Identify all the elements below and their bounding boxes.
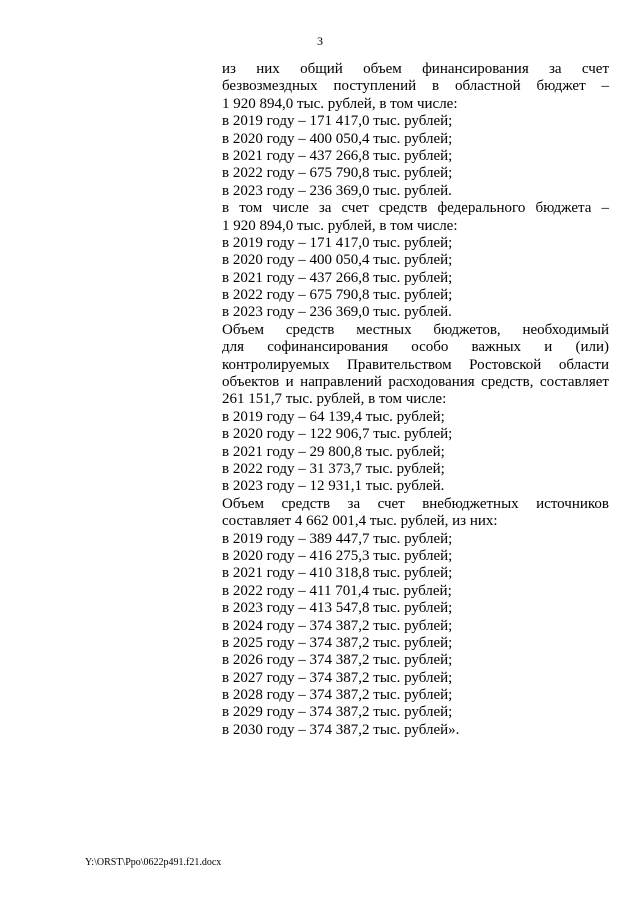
text-line: в 2029 году – 374 387,2 тыс. рублей; xyxy=(222,704,453,721)
text-line: в 2021 году – 437 266,8 тыс. рублей; xyxy=(222,269,453,286)
text-line: в 2023 году – 236 369,0 тыс. рублей. xyxy=(222,304,452,321)
text-line: в 2023 году – 12 931,1 тыс. рублей. xyxy=(222,478,445,495)
document-body xyxy=(222,61,609,739)
text-line: в 2020 году – 400 050,4 тыс. рублей; xyxy=(222,130,453,147)
text-line: в 2024 году – 374 387,2 тыс. рублей; xyxy=(222,617,453,634)
text-line: в 2030 году – 374 387,2 тыс. рублей». xyxy=(222,721,460,738)
text-line: в 2022 году – 675 790,8 тыс. рублей; xyxy=(222,287,453,304)
text-line: составляет 4 662 001,4 тыс. рублей, из них: xyxy=(222,513,498,530)
text-line: 261 151,7 тыс. рублей, в том числе: xyxy=(222,391,447,408)
text-line: в 2027 году – 374 387,2 тыс. рублей; xyxy=(222,669,453,686)
text-line: в 2028 году – 374 387,2 тыс. рублей; xyxy=(222,687,453,704)
text-line: в 2023 году – 236 369,0 тыс. рублей. xyxy=(222,182,452,199)
file-path-footer: Y:\ORST\Ppo\0622p491.f21.docx xyxy=(85,857,222,868)
text-line: 1 920 894,0 тыс. рублей, в том числе: xyxy=(222,95,458,112)
text-line: в 2022 году – 411 701,4 тыс. рублей; xyxy=(222,582,452,599)
text-line: 1 920 894,0 тыс. рублей, в том числе: xyxy=(222,217,458,234)
text-line: в 2025 году – 374 387,2 тыс. рублей; xyxy=(222,634,453,651)
text-line: в 2020 году – 416 275,3 тыс. рублей; xyxy=(222,547,453,564)
text-line: в 2019 году – 389 447,7 тыс. рублей; xyxy=(222,530,453,547)
text-line: в 2020 году – 122 906,7 тыс. рублей; xyxy=(222,426,453,443)
page-number: 3 xyxy=(317,34,323,48)
text-line: Объем средств местных бюджетов, необходимый xyxy=(222,321,609,338)
text-line: Объем средств за счет внебюджетных источников xyxy=(222,495,609,512)
text-line: в 2020 году – 400 050,4 тыс. рублей; xyxy=(222,252,453,269)
text-line: в 2019 году – 64 139,4 тыс. рублей; xyxy=(222,408,445,425)
text-line: в 2022 году – 675 790,8 тыс. рублей; xyxy=(222,165,453,182)
text-line: объектов и направлений расходования средств, составляет xyxy=(222,374,609,391)
text-line: в 2019 году – 171 417,0 тыс. рублей; xyxy=(222,234,453,251)
text-line: в 2021 году – 410 318,8 тыс. рублей; xyxy=(222,565,453,582)
text-line: безвозмездных поступлений в областной бюджет – xyxy=(222,78,609,95)
text-line: в 2022 году – 31 373,7 тыс. рублей; xyxy=(222,460,445,477)
text-line: контролируемых Правительством Ростовской области xyxy=(222,356,609,373)
text-line: для софинансирования особо важных и (или) xyxy=(222,339,609,356)
text-line: в 2026 году – 374 387,2 тыс. рублей; xyxy=(222,652,453,669)
text-line: в 2021 году – 437 266,8 тыс. рублей; xyxy=(222,147,453,164)
text-line: в 2023 году – 413 547,8 тыс. рублей; xyxy=(222,600,453,617)
text-line: в 2019 году – 171 417,0 тыс. рублей; xyxy=(222,113,453,130)
text-line: в том числе за счет средств федерального бюджета – xyxy=(222,200,609,217)
text-line: в 2021 году – 29 800,8 тыс. рублей; xyxy=(222,443,445,460)
text-line: из них общий объем финансирования за счет xyxy=(222,61,609,77)
